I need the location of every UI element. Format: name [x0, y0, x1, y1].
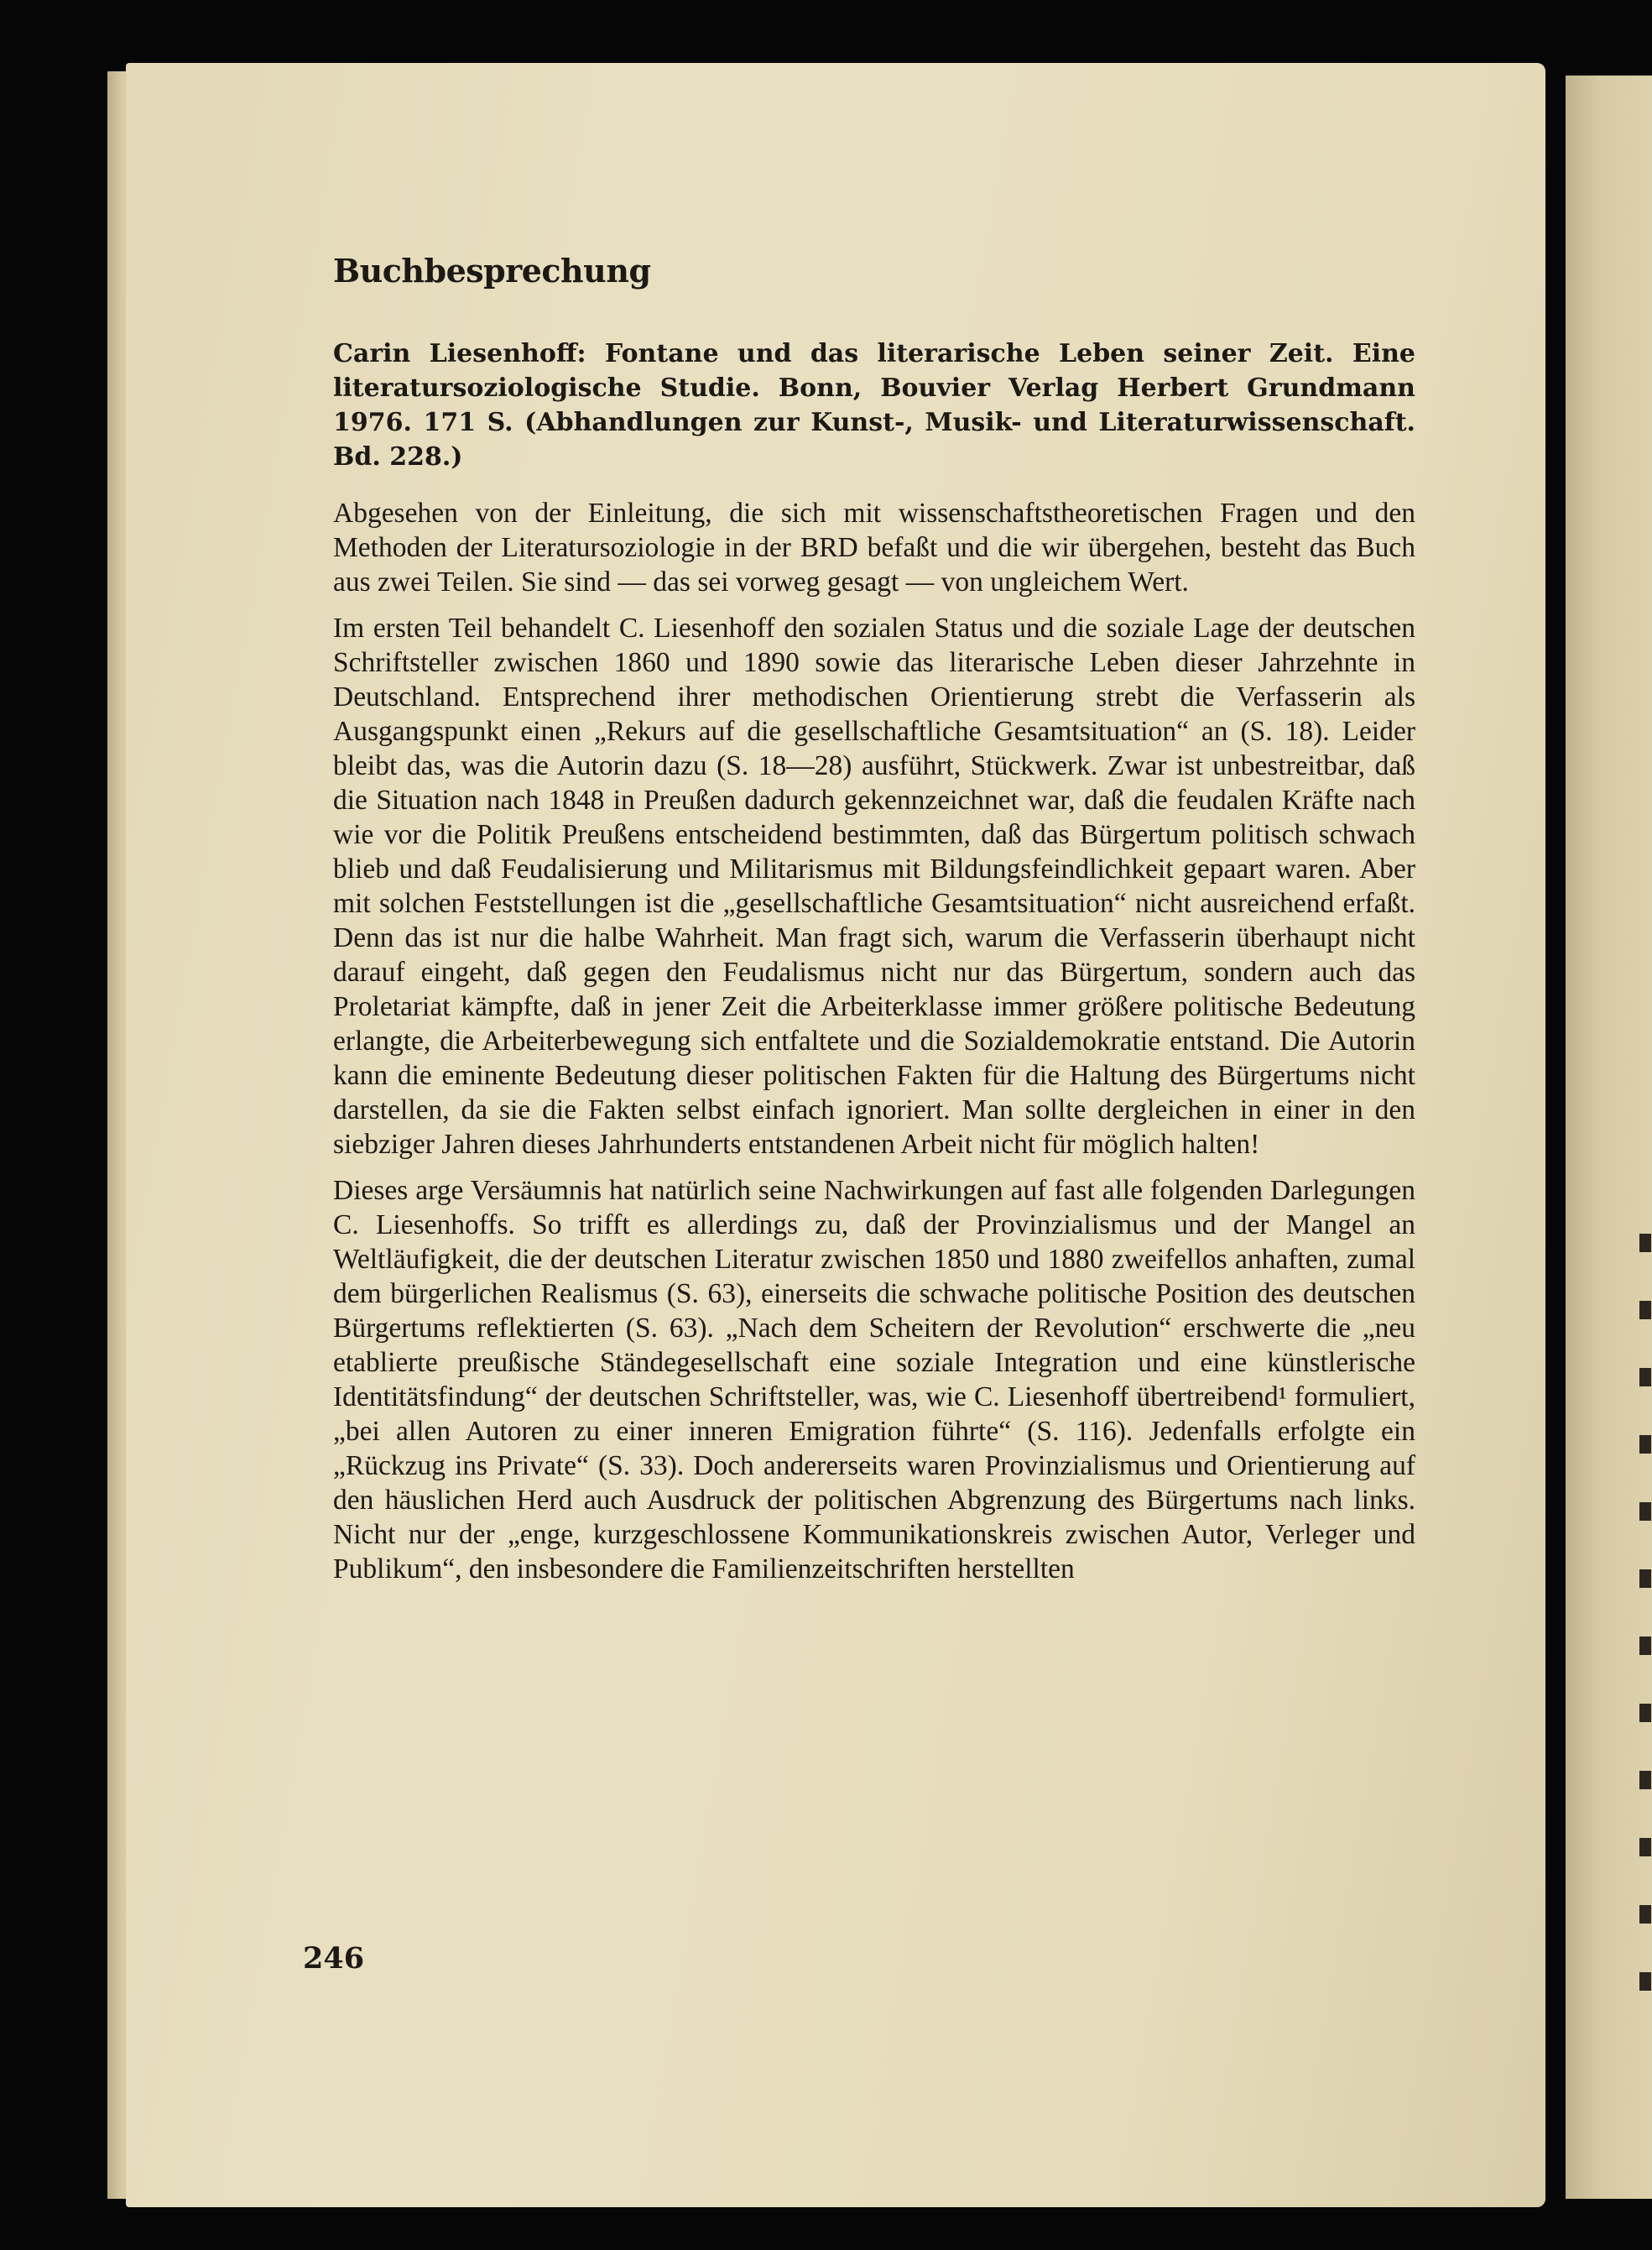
facing-page-edge [1566, 76, 1652, 2199]
paragraph-first-part: Im ersten Teil behandelt C. Liesenhoff den sozialen Status und die soziale Lage der deutschen Schriftsteller zwischen 1860 und 1890 sowie das literarische Leben dieser Jahrzehnte in Deutschland. Entsprechend ihrer methodischen Orientierung strebt die Verfasserin als Ausgangspunkt einen „Rekurs auf die gesellschaftliche Gesamtsituation“ an (S. 18). Leider bleibt das, was die Autorin dazu (S. 18—28) ausführt, Stückwerk. Zwar ist unbestreitbar, daß die Situation nach 1848 in Preußen dadurch gekennzeichnet war, daß die feudalen Kräfte nach wie vor die Politik Preußens entscheidend bestimmten, daß das Bürgertum politisch schwach blieb und daß Feudalisierung und Militarismus mit Bildungsfeindlichkeit gepaart waren. Aber mit solchen Feststellungen ist die „gesellschaftliche Gesamtsituation“ nicht ausreichend erfaßt. Denn das ist nur die halbe Wahrheit. Man fragt sich, warum die Verfasserin überhaupt nicht darauf eingeht, daß gegen den Feudalismus nicht nur das Bürgertum, sondern auch das Proletariat kämpfte, daß in jener Zeit die Arbeiterklasse immer größere politische Bedeutung erlangte, die Arbeiterbewegung sich entfaltete und die Sozialdemokratie entstand. Die Autorin kann die eminente Bedeutung dieser politischen Fakten für die Haltung des Bürgertums nicht darstellen, da sie die Fakten selbst einfach ignoriert. Man sollte dergleichen in einer in den siebziger Jahren dieses Jahrhunderts entstandenen Arbeit nicht für möglich halten! [333, 613, 1415, 1160]
paragraph-intro: Abgesehen von der Einleitung, die sich mit wissenschaftstheoretischen Fragen und den Methoden der Literatursoziologie in der BRD befaßt und die wir übergehen, besteht das Buch aus zwei Teilen. Sie sind — das sei vorweg gesagt — von ungleichem Wert. [333, 498, 1415, 598]
section-title: Buchbesprechung [333, 252, 651, 290]
book-citation: Carin Liesenhoff: Fontane und das literarische Leben seiner Zeit. Eine literatursoziologische Studie. Bonn, Bouvier Verlag Herbert Grundmann 1976. 171 S. (Abhandlungen zur Kunst-, Musik- und Literaturwissenschaft. Bd. 228.) [333, 339, 1415, 472]
page-number: 246 [303, 1941, 365, 1976]
page-content [333, 252, 1415, 1598]
paragraph-consequences: Dieses arge Versäumnis hat natürlich seine Nachwirkungen auf fast alle folgenden Darlegungen C. Liesenhoffs. So trifft es allerdings zu, daß der Provinzialismus und der Mangel an Weltläufigkeit, die der deutschen Literatur zwischen 1850 und 1880 zweifellos anhaften, zumal dem bürgerlichen Realismus (S. 63), einerseits die schwache politische Position des deutschen Bürgertums reflektierten (S. 63). „Nach dem Scheitern der Revolution“ erschwerte die „neu etablierte preußische Ständegesellschaft eine soziale Integration und eine künstlerische Identitätsfindung“ der deutschen Schriftsteller, was, wie C. Liesenhoff übertreibend¹ formuliert, „bei allen Autoren zu einer inneren Emigration führte“ (S. 116). Jedenfalls erfolgte ein „Rückzug ins Private“ (S. 33). Doch andererseits waren Provinzialismus und Orientierung auf den häuslichen Herd auch Ausdruck der politischen Abgrenzung des Bürgertums nach links. Nicht nur der „enge, kurzgeschlossene Kommunikationskreis zwischen Autor, Verleger und Publikum“, den insbesondere die Familienzeitschriften herstellten [333, 1175, 1415, 1584]
